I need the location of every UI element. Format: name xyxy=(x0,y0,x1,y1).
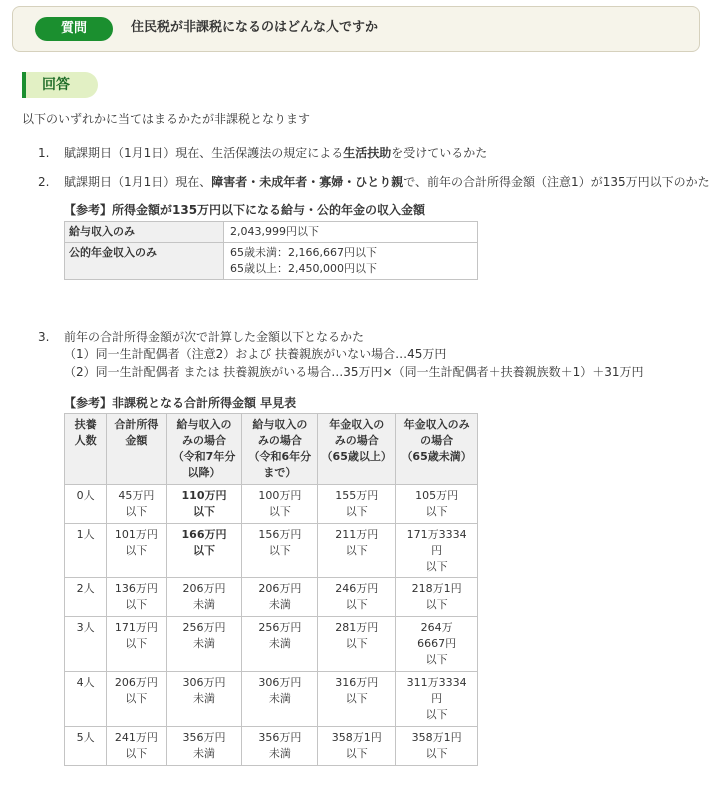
table-cell xyxy=(107,578,166,617)
row-value xyxy=(224,242,478,279)
item-sub-1: （1）同一生計配偶者（注意2）および 扶養親族がいない場合…45万円 xyxy=(64,347,447,362)
cell-line: 256万円 xyxy=(258,621,302,635)
table-cell xyxy=(242,672,318,727)
question-badge: 質問 xyxy=(35,17,113,41)
cell-line: 円 xyxy=(431,692,443,706)
cell-line: 以下 xyxy=(193,504,216,518)
cell-line: 356万円 xyxy=(182,730,226,744)
item-text-post: を受けているかた xyxy=(391,146,488,160)
cell-line: 264万 xyxy=(420,621,453,635)
table-cell xyxy=(65,484,107,523)
list-item-2 xyxy=(38,174,710,191)
item-sub-2: （2）同一生計配偶者 または 扶養親族がいる場合…35万円×（同一生計配偶者＋扶養親族数＋1）＋31万円 xyxy=(64,364,644,379)
cell-line: 110万円 xyxy=(181,488,227,502)
value-line: 65歳未満：2,166,667円以下 xyxy=(230,245,377,259)
row-label: 公的年金収入のみ xyxy=(65,242,224,279)
answer-heading xyxy=(22,72,98,98)
table-cell xyxy=(242,484,318,523)
table-cell xyxy=(396,726,478,765)
table-header-row xyxy=(65,414,478,485)
table-cell xyxy=(65,578,107,617)
cell-line: 以下 xyxy=(425,708,448,721)
table-cell xyxy=(166,726,242,765)
table-row xyxy=(65,617,478,672)
cell-line: 211万円 xyxy=(335,527,379,541)
cell-line: 以下 xyxy=(345,692,368,706)
cell-line: 未満 xyxy=(268,746,291,760)
cell-line: 6667円 xyxy=(417,637,457,651)
cell-line: 未満 xyxy=(193,692,216,706)
cell-line: 以下 xyxy=(125,504,148,518)
table-cell xyxy=(65,617,107,672)
reference-title-1: 【参考】所得金額が135万円以下になる給与・公的年金の収入金額 xyxy=(64,203,426,217)
cell-line: 166万円 xyxy=(181,527,227,541)
cell-line: 2人 xyxy=(76,582,95,596)
cell-line: 206万円 xyxy=(258,582,302,596)
cell-line: 206万円 xyxy=(114,676,158,690)
item-number: 2. xyxy=(38,175,50,189)
cell-line: 以下 xyxy=(425,653,448,667)
header-line: みの場合 xyxy=(182,433,227,447)
cell-line: 以下 xyxy=(425,504,448,518)
header-line: 金額 xyxy=(125,433,148,447)
cell-line: 206万円 xyxy=(182,582,226,596)
value-line: 2,043,999円以下 xyxy=(230,225,319,238)
table-cell xyxy=(318,726,396,765)
header-line: 年金収入のみ xyxy=(403,418,470,431)
table-cell xyxy=(318,578,396,617)
table-cell xyxy=(65,726,107,765)
cell-line: 以下 xyxy=(125,746,148,760)
table-cell xyxy=(396,578,478,617)
cell-line: 256万円 xyxy=(182,621,226,635)
cell-line: 306万円 xyxy=(258,676,302,690)
table-cell xyxy=(107,672,166,727)
cell-line: 281万円 xyxy=(335,621,379,635)
cell-line: 未満 xyxy=(268,598,291,612)
table-cell xyxy=(65,523,107,578)
column-header xyxy=(65,414,107,485)
cell-line: 100万円 xyxy=(258,488,302,502)
item-text-pre: 賦課期日（1月1日）現在、生活保護法の規定による xyxy=(64,146,344,160)
cell-line: 以下 xyxy=(125,598,148,612)
table-cell xyxy=(65,672,107,727)
table-cell xyxy=(318,523,396,578)
header-line: 給与収入の xyxy=(252,418,308,431)
cell-line: 3人 xyxy=(76,621,95,635)
column-header xyxy=(107,414,166,485)
cell-line: 101万円 xyxy=(114,527,158,541)
reference-title-2: 【参考】非課税となる合計所得金額 早見表 xyxy=(64,396,297,410)
header-line: の場合 xyxy=(420,433,454,447)
cell-line: 356万円 xyxy=(258,730,302,744)
table-cell xyxy=(107,726,166,765)
cell-line: 171万3334 xyxy=(406,527,467,541)
table-cell xyxy=(166,523,242,578)
cell-line: 241万円 xyxy=(114,730,158,744)
list-item-3 xyxy=(38,329,644,381)
header-line: （65歳以上） xyxy=(321,449,392,463)
header-line: （令和6年分 xyxy=(248,449,312,463)
item-number: 1. xyxy=(38,146,50,160)
income-reference-table xyxy=(64,221,478,280)
header-line: 扶養 xyxy=(74,418,97,431)
value-line: 65歳以上：2,450,000円以下 xyxy=(230,261,377,275)
cell-line: 以下 xyxy=(345,504,368,518)
answer-badge: 回答 xyxy=(42,77,70,93)
table-cell xyxy=(166,617,242,672)
table-cell xyxy=(242,523,318,578)
cell-line: 218万1円 xyxy=(411,582,462,596)
cell-line: 未満 xyxy=(268,692,291,706)
table-cell xyxy=(396,523,478,578)
table-cell xyxy=(242,726,318,765)
table-cell xyxy=(396,617,478,672)
nontaxable-quick-table xyxy=(64,413,478,766)
cell-line: 以下 xyxy=(125,543,148,557)
cell-line: 未満 xyxy=(193,598,216,612)
cell-line: 以下 xyxy=(345,746,368,760)
header-line: みの場合 xyxy=(257,433,302,447)
table-cell xyxy=(107,523,166,578)
column-header xyxy=(242,414,318,485)
table-row xyxy=(65,578,478,617)
table-row xyxy=(65,222,478,243)
header-line: （令和7年分 xyxy=(172,449,236,463)
cell-line: 306万円 xyxy=(182,676,226,690)
table-cell xyxy=(396,672,478,727)
cell-line: 以下 xyxy=(125,692,148,706)
cell-line: 316万円 xyxy=(335,676,379,690)
cell-line: 円 xyxy=(431,543,443,557)
cell-line: 以下 xyxy=(425,746,448,760)
table-cell xyxy=(166,672,242,727)
column-header xyxy=(166,414,242,485)
cell-line: 以下 xyxy=(268,543,291,557)
cell-line: 未満 xyxy=(193,746,216,760)
item-text-bold: 障害者・未成年者・寡婦・ひとり親 xyxy=(211,175,404,189)
header-line: 年金収入の xyxy=(329,418,385,431)
cell-line: 未満 xyxy=(193,637,216,651)
cell-line: 以下 xyxy=(268,504,291,518)
cell-line: 以下 xyxy=(345,598,368,612)
cell-line: 以下 xyxy=(425,598,448,612)
header-line: （65歳未満） xyxy=(401,449,472,463)
cell-line: 311万3334 xyxy=(406,676,467,690)
table-cell xyxy=(107,617,166,672)
cell-line: 156万円 xyxy=(258,527,302,541)
header-line: 給与収入の xyxy=(176,418,232,431)
table-row xyxy=(65,726,478,765)
item-text-post: で、前年の合計所得金額（注意1）が135万円以下のかた xyxy=(403,175,710,189)
cell-line: 358万1円 xyxy=(331,730,382,744)
table-cell xyxy=(318,672,396,727)
cell-line: 1人 xyxy=(76,527,95,541)
column-header xyxy=(318,414,396,485)
table-row xyxy=(65,672,478,727)
cell-line: 5人 xyxy=(76,730,95,744)
cell-line: 171万円 xyxy=(114,621,158,635)
question-text: 住民税が非課税になるのはどんな人ですか xyxy=(131,20,379,35)
answer-intro: 以下のいずれかに当てはまるかたが非課税となります xyxy=(22,112,311,126)
cell-line: 246万円 xyxy=(335,582,379,596)
cell-line: 45万円 xyxy=(118,488,155,502)
cell-line: 136万円 xyxy=(114,582,158,596)
cell-line: 以下 xyxy=(345,543,368,557)
table-cell xyxy=(242,617,318,672)
row-label: 給与収入のみ xyxy=(65,222,224,243)
table-row xyxy=(65,523,478,578)
table-cell xyxy=(318,484,396,523)
cell-line: 以下 xyxy=(345,637,368,651)
header-line: まで） xyxy=(263,465,297,479)
item-text-pre: 賦課期日（1月1日）現在、 xyxy=(64,175,212,189)
item-number: 3. xyxy=(38,330,50,344)
item-text-bold: 生活扶助 xyxy=(343,146,392,160)
header-line: 以降） xyxy=(187,465,221,479)
cell-line: 105万円 xyxy=(415,488,459,502)
cell-line: 4人 xyxy=(76,676,95,690)
cell-line: 155万円 xyxy=(335,488,379,502)
cell-line: 未満 xyxy=(268,637,291,651)
table-row xyxy=(65,484,478,523)
row-value xyxy=(224,222,478,243)
column-header xyxy=(396,414,478,485)
list-item-1 xyxy=(38,145,487,162)
cell-line: 以下 xyxy=(425,559,448,573)
table-cell xyxy=(242,578,318,617)
cell-line: 以下 xyxy=(125,637,148,651)
cell-line: 以下 xyxy=(193,543,216,557)
cell-line: 358万1円 xyxy=(411,730,462,744)
cell-line: 0人 xyxy=(76,488,95,502)
table-row xyxy=(65,242,478,279)
table-cell xyxy=(166,484,242,523)
table-cell xyxy=(318,617,396,672)
table-cell xyxy=(396,484,478,523)
item-text: 前年の合計所得金額が次で計算した金額以下となるかた xyxy=(64,330,365,344)
header-line: みの場合 xyxy=(334,433,379,447)
table-cell xyxy=(107,484,166,523)
table-cell xyxy=(166,578,242,617)
header-line: 合計所得 xyxy=(114,418,159,431)
question-box xyxy=(12,6,700,52)
header-line: 人数 xyxy=(74,433,97,447)
